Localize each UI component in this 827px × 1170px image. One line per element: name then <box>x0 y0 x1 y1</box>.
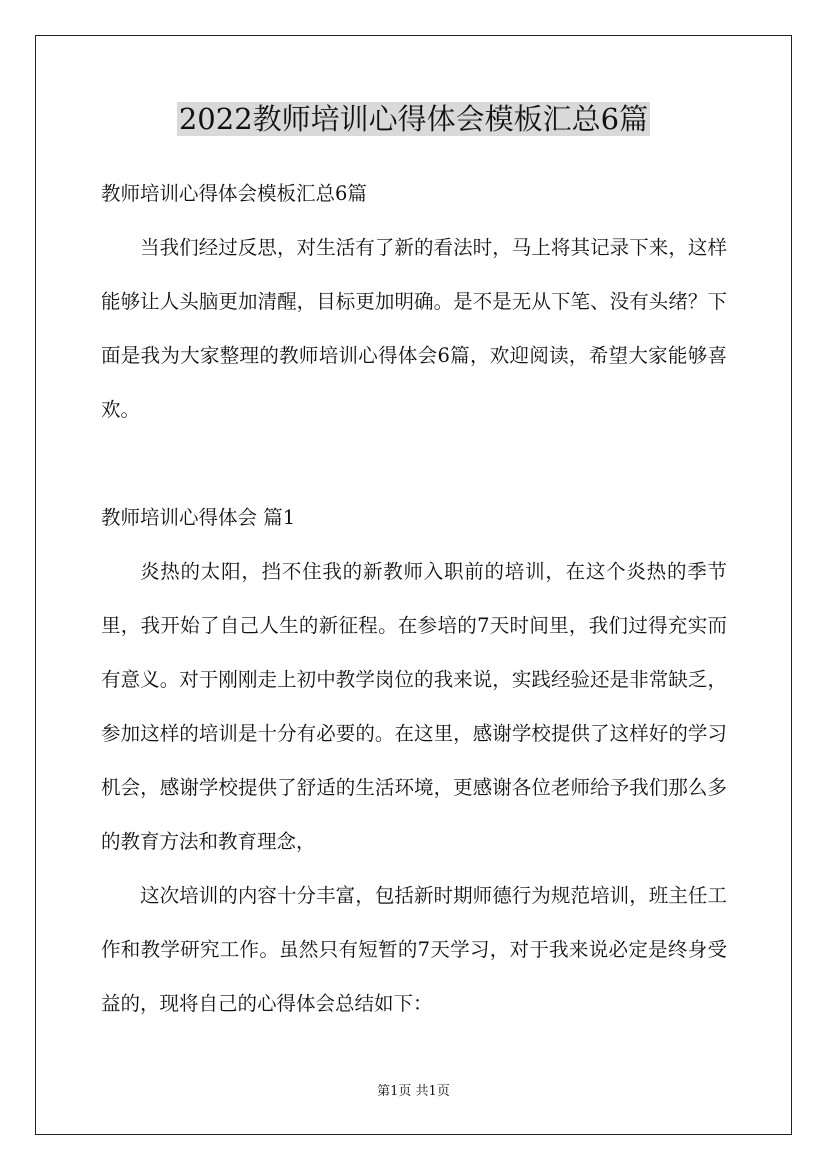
document-subtitle: 教师培训心得体会模板汇总6篇 <box>101 182 367 205</box>
intro-paragraph: 当我们经过反思，对生活有了新的看法时，马上将其记录下来，这样能够让人头脑更加清醒，目标更加明确。是不是无从下笔、没有头绪？下面是我为大家整理的教师培训心得体会6篇，欢迎阅读，希望大家能够喜欢。 <box>101 236 727 421</box>
section-heading: 教师培训心得体会 篇1 <box>101 506 296 529</box>
document-title: 2022教师培训心得体会模板汇总6篇 <box>178 102 649 136</box>
page-number-footer: 第1页 共1页 <box>377 1084 450 1099</box>
body-paragraph-2: 这次培训的内容十分丰富，包括新时期师德行为规范培训，班主任工作和教学研究工作。虽然只有短暂的7天学习，对于我来说必定是终身受益的，现将自己的心得体会总结如下： <box>101 884 727 1015</box>
body-paragraph-1: 炎热的太阳，挡不住我的新教师入职前的培训，在这个炎热的季节里，我开始了自己人生的新征程。在参培的7天时间里，我们过得充实而有意义。对于刚刚走上初中教学岗位的我来说，实践经验还是非常缺乏，参加这样的培训是十分有必要的。在这里，感谢学校提供了这样好的学习机会，感谢学校提供了舒适的生活环境，更感谢各位老师给予我们那么多的教育方法和教育理念， <box>101 560 727 853</box>
